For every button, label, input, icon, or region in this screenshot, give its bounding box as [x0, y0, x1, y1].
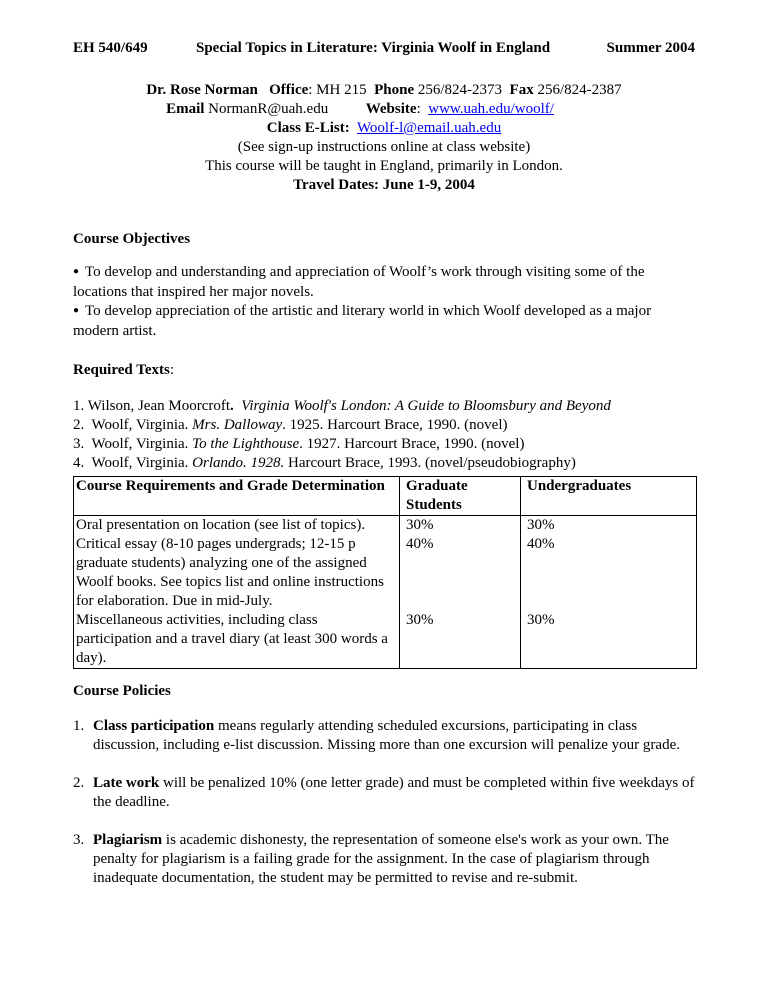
course-term: Summer 2004: [606, 40, 695, 56]
objective-item: ● To develop and understanding and appreciation of Woolf’s work through visiting some of the locations that inspired her major novels.: [73, 264, 645, 300]
objectives-heading: Course Objectives: [73, 231, 191, 247]
course-title: Special Topics in Literature: Virginia Woolf in England: [196, 40, 551, 56]
table-row: Critical essay (8-10 pages undergrads; 12-15 p graduate students) analyzing one of the assigned Woolf books. See topics list and online instructions for elaboration. Due in mid-July. 40% 40%: [74, 535, 697, 611]
policies-heading: Course Policies: [73, 683, 171, 699]
website-sep: :: [416, 101, 421, 117]
elist-label: Class E-List:: [266, 120, 350, 136]
table-row: Oral presentation on location (see list of topics). 30% 30%: [74, 516, 697, 536]
email-label: Email: [166, 101, 205, 117]
policy-item: 3. Plagiarism is academic dishonesty, the representation of someone else's work as your own. The penalty for plagiarism is a failing grade for the assignment. In the case of plagiarism through inadequate documentation, the student may be permitted to revise and re-submit.: [73, 832, 669, 886]
signup-note: (See sign-up instructions online at class website): [237, 139, 531, 155]
contact-line-1: [73, 81, 695, 100]
syllabus-page: [73, 40, 695, 888]
elist-link[interactable]: Woolf-l@email.uah.edu: [356, 120, 502, 136]
travel-dates: Travel Dates: June 1-9, 2004: [293, 177, 475, 193]
contact-block: [73, 81, 695, 195]
phone-label: Phone: [374, 82, 415, 98]
website-link[interactable]: www.uah.edu/woolf/: [428, 101, 554, 117]
bullet-icon: ●: [73, 266, 80, 277]
contact-line-2: [25, 100, 695, 119]
policy-item: 2. Late work will be penalized 10% (one letter grade) and must be completed within five weekdays of the deadline.: [73, 775, 695, 810]
objective-item: ● To develop appreciation of the artistic and literary world in which Woolf developed as a major modern artist.: [73, 303, 652, 339]
table-header: Course Requirements and Grade Determination: [74, 477, 400, 516]
texts-heading: Required Texts:: [73, 362, 174, 378]
list-item: 4. Woolf, Virginia. Orlando. 1928. Harcourt Brace, 1993. (novel/pseudobiography): [73, 455, 576, 471]
contact-line-3: [73, 119, 695, 138]
location-note: This course will be taught in England, primarily in London.: [205, 158, 563, 174]
list-item: 1. Wilson, Jean Moorcroft. Virginia Woolf's London: A Guide to Bloomsbury and Beyond: [73, 398, 611, 414]
policy-item: 1. Class participation means regularly attending scheduled excursions, participating in class discussion, including e-list discussion. Missing more than one excursion will penalize your grade.: [73, 718, 680, 753]
table-header: Graduate Students: [400, 477, 521, 516]
office-label: Office: [269, 82, 309, 98]
phone-value: 256/824-2373: [417, 82, 503, 98]
table-header: Undergraduates: [521, 477, 697, 516]
table-row: Miscellaneous activities, including class participation and a travel diary (at least 300 words a day). 30% 30%: [74, 611, 697, 669]
table-header-row: [74, 477, 697, 516]
course-code: EH 540/649: [73, 40, 148, 56]
bullet-icon: ●: [73, 305, 80, 316]
instructor-name: Dr. Rose Norman: [146, 82, 258, 98]
course-header: [73, 40, 695, 60]
fax-label: Fax: [509, 82, 534, 98]
grade-table: [73, 476, 697, 669]
office-value: : MH 215: [308, 82, 367, 98]
list-item: 2. Woolf, Virginia. Mrs. Dalloway. 1925. Harcourt Brace, 1990. (novel): [73, 417, 508, 433]
website-label: Website: [365, 101, 417, 117]
list-item: 3. Woolf, Virginia. To the Lighthouse. 1927. Harcourt Brace, 1990. (novel): [73, 436, 525, 452]
email-value: NormanR@uah.edu: [208, 101, 329, 117]
required-texts-list: [73, 397, 695, 473]
fax-value: 256/824-2387: [537, 82, 622, 98]
